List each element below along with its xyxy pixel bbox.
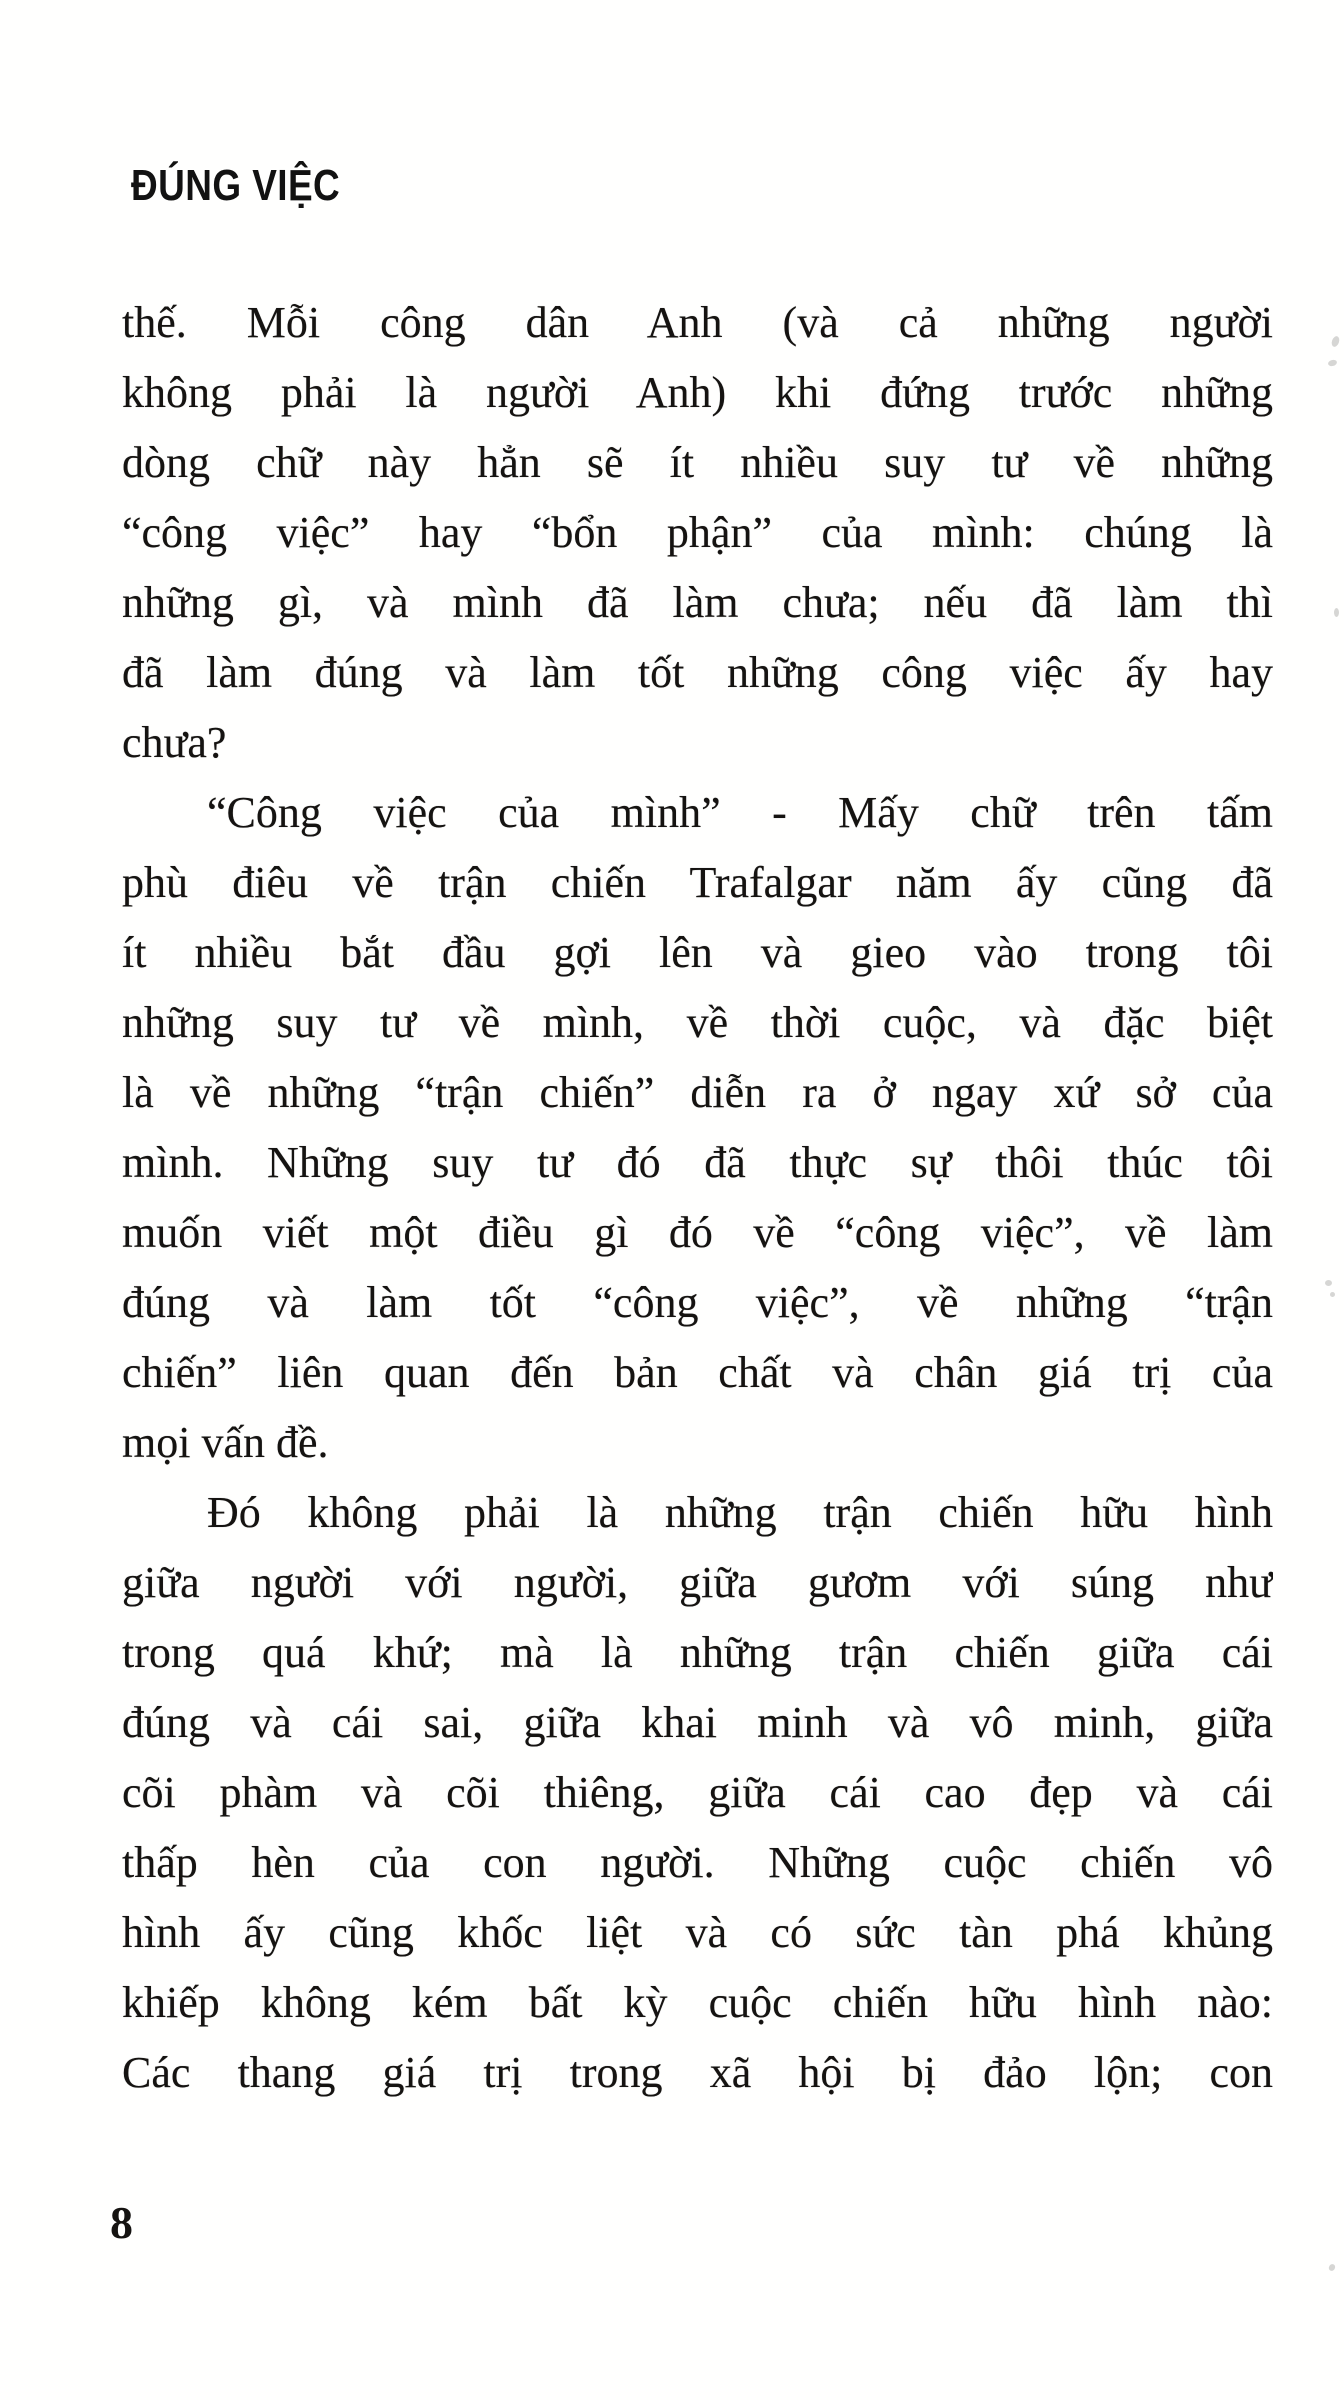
text-line: đúng và làm tốt “công việc”, về những “trận	[122, 1278, 1273, 1327]
scan-artifact	[1330, 335, 1340, 348]
page-number: 8	[110, 2197, 133, 2248]
text-line: đúng và cái sai, giữa khai minh và vô minh, giữa	[122, 1698, 1273, 1747]
text-line: “Công việc của mình” - Mấy chữ trên tấm	[207, 788, 1273, 837]
scan-artifact	[1325, 1280, 1332, 1286]
text-line: những gì, và mình đã làm chưa; nếu đã làm thì	[122, 578, 1273, 627]
text-line: chiến” liên quan đến bản chất và chân giá trị của	[122, 1348, 1273, 1397]
text-line: muốn viết một điều gì đó về “công việc”, về làm	[122, 1208, 1273, 1257]
text-line: là về những “trận chiến” diễn ra ở ngay xứ sở của	[122, 1068, 1273, 1117]
text-line: đã làm đúng và làm tốt những công việc ấy hay	[122, 648, 1273, 697]
scan-artifact	[1334, 608, 1339, 617]
text-line: dòng chữ này hẳn sẽ ít nhiều suy tư về những	[122, 438, 1273, 487]
paragraph-3	[122, 1478, 1273, 2108]
text-line: mọi vấn đề.	[122, 1418, 329, 1467]
scan-artifact	[1327, 359, 1337, 367]
text-line: không phải là người Anh) khi đứng trước những	[122, 368, 1273, 417]
text-line: khiếp không kém bất kỳ cuộc chiến hữu hình nào:	[122, 1978, 1273, 2027]
text-line: mình. Những suy tư đó đã thực sự thôi thúc tôi	[122, 1138, 1273, 1187]
scan-artifact	[1330, 1292, 1335, 1297]
text-line: cõi phàm và cõi thiêng, giữa cái cao đẹp và cái	[122, 1768, 1273, 1817]
text-line: chưa?	[122, 718, 227, 767]
text-line: hình ấy cũng khốc liệt và có sức tàn phá khủng	[122, 1908, 1273, 1957]
text-line: phù điêu về trận chiến Trafalgar năm ấy cũng đã	[122, 858, 1273, 907]
body-text	[122, 288, 1273, 2108]
text-line: Đó không phải là những trận chiến hữu hình	[207, 1488, 1273, 1537]
running-header: ĐÚNG VIỆC	[131, 161, 341, 210]
scan-artifact	[1328, 2263, 1337, 2272]
text-line: trong quá khứ; mà là những trận chiến giữa cái	[122, 1628, 1273, 1677]
text-line: giữa người với người, giữa gươm với súng như	[122, 1558, 1273, 1607]
paragraph-2	[122, 778, 1273, 1478]
paragraph-1	[122, 288, 1273, 778]
text-line: thấp hèn của con người. Những cuộc chiến vô	[122, 1838, 1273, 1887]
text-line: thế. Mỗi công dân Anh (và cả những người	[122, 298, 1273, 347]
text-line: những suy tư về mình, về thời cuộc, và đặc biệt	[122, 998, 1273, 1047]
text-line: ít nhiều bắt đầu gợi lên và gieo vào trong tôi	[122, 928, 1273, 977]
text-line: “công việc” hay “bổn phận” của mình: chúng là	[122, 508, 1273, 557]
text-line: Các thang giá trị trong xã hội bị đảo lộn; con	[122, 2048, 1273, 2097]
